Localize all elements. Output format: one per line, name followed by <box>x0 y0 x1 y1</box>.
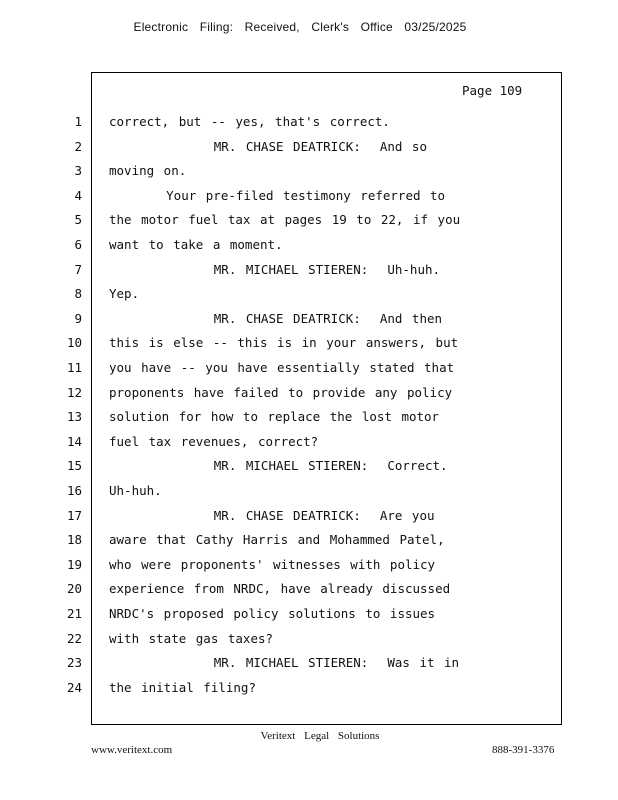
line-number: 14 <box>66 433 82 449</box>
footer-company: Veritext Legal Solutions <box>260 730 380 742</box>
footer-website: www.veritext.com <box>91 744 173 756</box>
line-number: 6 <box>74 237 82 252</box>
line-number: 3 <box>74 163 82 179</box>
line-text: with state gas taxes? <box>109 630 274 646</box>
line-number: 4 <box>74 187 82 203</box>
line-text: the initial filing? <box>109 679 256 695</box>
line-text: Yep. <box>109 286 140 302</box>
line-text: MR. MICHAEL STIEREN: Was it in <box>109 655 460 671</box>
line-number: 11 <box>66 360 82 375</box>
line-number: 18 <box>66 532 82 548</box>
line-text: MR. CHASE DEATRICK: Are you <box>109 507 435 523</box>
line-text: MR. MICHAEL STIEREN: Uh-huh. <box>109 261 441 277</box>
line-number: 21 <box>66 606 82 621</box>
line-number: 24 <box>66 679 82 695</box>
line-text: Uh-huh. <box>109 483 162 498</box>
line-text: correct, but -- yes, that's correct. <box>109 114 390 129</box>
line-number: 5 <box>74 212 82 228</box>
line-number: 12 <box>66 384 82 400</box>
line-text: NRDC's proposed policy solutions to issues <box>109 606 436 621</box>
line-text: fuel tax revenues, correct? <box>109 433 319 449</box>
line-text: aware that Cathy Harris and Mohammed Patel, <box>109 532 445 548</box>
line-number: 8 <box>74 286 82 302</box>
line-text: solution for how to replace the lost motor <box>109 409 440 425</box>
line-text: experience from NRDC, have already discussed <box>109 581 451 597</box>
line-text: moving on. <box>109 163 187 179</box>
line-number: 17 <box>66 507 82 523</box>
line-number: 23 <box>66 655 82 671</box>
line-text: the motor fuel tax at pages 19 to 22, if you <box>109 212 461 228</box>
line-text: who were proponents' witnesses with policy <box>109 556 436 572</box>
line-text: MR. CHASE DEATRICK: And then <box>109 310 443 326</box>
line-number: 20 <box>66 581 82 597</box>
line-number: 19 <box>66 556 82 572</box>
line-number: 10 <box>66 335 82 351</box>
page-number: Page 109 <box>462 83 523 98</box>
line-number: 22 <box>66 630 82 646</box>
line-text: you have -- you have essentially stated that <box>109 360 455 375</box>
line-text: this is else -- this is in your answers, but <box>109 335 459 351</box>
line-number: 15 <box>66 458 82 474</box>
line-text: want to take a moment. <box>109 237 283 252</box>
line-text: Your pre-filed testimony referred to <box>109 187 446 203</box>
line-text: MR. CHASE DEATRICK: And so <box>109 138 427 154</box>
line-text: proponents have failed to provide any policy <box>109 384 453 400</box>
line-number: 1 <box>74 114 82 129</box>
footer-phone: 888-391-3376 <box>492 744 555 756</box>
line-number: 9 <box>74 310 82 326</box>
line-text: MR. MICHAEL STIEREN: Correct. <box>109 458 448 474</box>
line-number: 2 <box>74 138 82 154</box>
line-number: 16 <box>66 483 82 498</box>
line-number: 13 <box>66 409 82 425</box>
filing-stamp: Electronic Filing: Received, Clerk's Office 03/25/2025 <box>133 20 467 34</box>
line-number: 7 <box>74 261 82 277</box>
